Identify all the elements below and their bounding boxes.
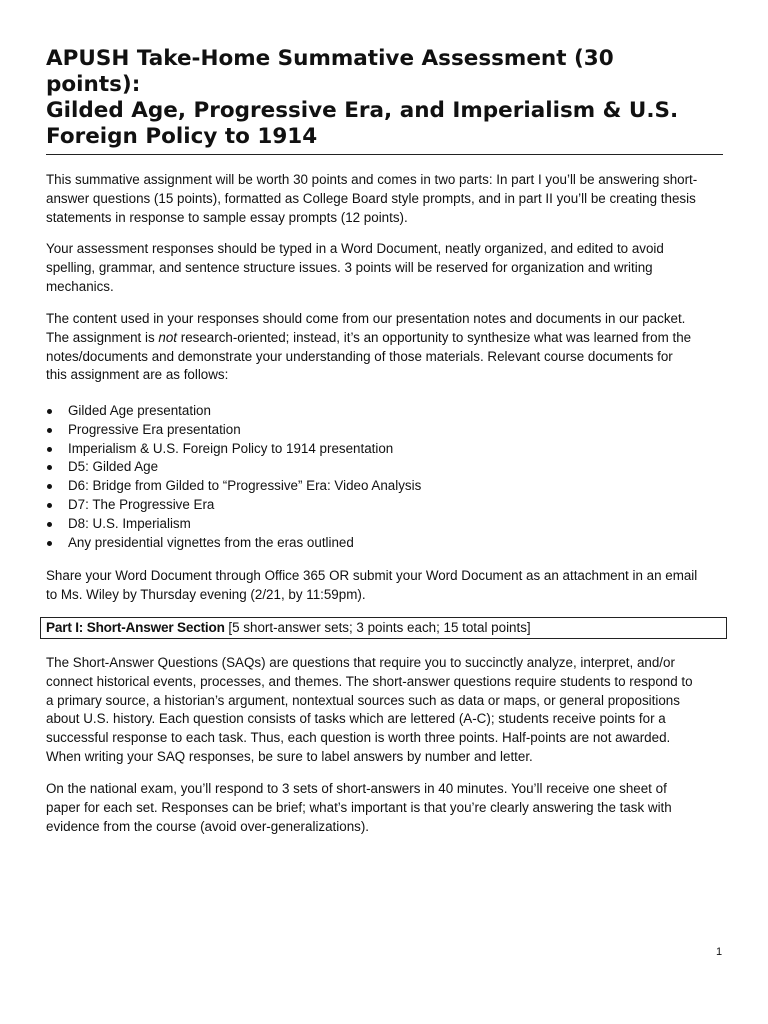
page-number: 1	[716, 946, 723, 958]
list-item: Any presidential vignettes from the eras outlined	[46, 534, 726, 553]
submission-paragraph	[46, 567, 726, 605]
paragraph-line: about U.S. history. Each question consists of tasks which are lettered (A-C); students receive points for a	[46, 711, 666, 727]
list-item: Gilded Age presentation	[46, 402, 726, 421]
list-item: Imperialism & U.S. Foreign Policy to 1914 presentation	[46, 440, 726, 459]
paragraph-line: When writing your SAQ responses, be sure to label answers by number and letter.	[46, 748, 533, 764]
list-item: D5: Gilded Age	[46, 458, 726, 477]
title-line: Foreign Policy to 1914	[46, 124, 318, 149]
paragraph-line: On the national exam, you’ll respond to 3 sets of short-answers in 40 minutes. You’ll receive one sheet of	[46, 781, 667, 796]
list-item: D8: U.S. Imperialism	[46, 515, 726, 534]
paragraph-line: paper for each set. Responses can be brief; what’s important is that you’re clearly answering the task with	[46, 799, 672, 815]
paragraph-line: to Ms. Wiley by Thursday evening (2/21, by 11:59pm).	[46, 586, 366, 602]
section-header-part-1	[40, 617, 727, 639]
section-detail: [5 short-answer sets; 3 points each; 15 total points]	[224, 620, 531, 635]
content-paragraph	[46, 310, 726, 385]
paragraph-line: mechanics.	[46, 278, 114, 294]
paragraph-line: This summative assignment will be worth 30 points and comes in two parts: In part I you’ll be answering short-	[46, 172, 698, 187]
paragraph-line: notes/documents and demonstrate your understanding of those materials. Relevant course documents for	[46, 348, 673, 364]
list-item: D7: The Progressive Era	[46, 496, 726, 515]
paragraph-line: The content used in your responses should come from our presentation notes and documents in our packet.	[46, 311, 686, 326]
list-item: D6: Bridge from Gilded to “Progressive” Era: Video Analysis	[46, 477, 726, 496]
paragraph-line: this assignment are as follows:	[46, 367, 229, 383]
title-line: Gilded Age, Progressive Era, and Imperialism & U.S.	[46, 98, 679, 123]
paragraph-line: connect historical events, processes, and themes. The short-answer questions require students to respond to	[46, 673, 693, 689]
section-heading: Part I: Short-Answer Section	[46, 620, 225, 635]
emphasis-text: not	[158, 329, 178, 345]
format-paragraph	[46, 240, 726, 296]
paragraph-line: Your assessment responses should be typed in a Word Document, neatly organized, and edited to avoid	[46, 241, 664, 256]
intro-paragraph	[46, 171, 726, 227]
text-run: research-oriented; instead, it’s an opportunity to synthesize what was learned from the	[177, 329, 692, 345]
paragraph-line	[46, 329, 726, 348]
paragraph-line: a primary source, a historian’s argument, nontextual sources such as data or maps, or general propositions	[46, 692, 680, 708]
paragraph-line: spelling, grammar, and sentence structure issues. 3 points will be reserved for organization and writing	[46, 259, 653, 275]
paragraph-line: statements in response to sample essay prompts (12 points).	[46, 209, 408, 225]
paragraph-line: answer questions (15 points), formatted as College Board style prompts, and in part II you’ll be creating thesis	[46, 190, 696, 206]
exam-paragraph	[46, 780, 726, 836]
list-item: Progressive Era presentation	[46, 421, 726, 440]
text-run: The assignment is	[46, 329, 159, 345]
paragraph-line: successful response to each task. Thus, each question is worth three points. Half-points are not awarded.	[46, 730, 671, 746]
course-documents-list	[46, 402, 726, 552]
saq-paragraph	[46, 654, 726, 767]
title-line: points):	[46, 72, 141, 97]
paragraph-line: Share your Word Document through Office 365 OR submit your Word Document as an attachment in an email	[46, 568, 698, 583]
paragraph-line: evidence from the course (avoid over-generalizations).	[46, 818, 370, 834]
paragraph-line: The Short-Answer Questions (SAQs) are questions that require you to succinctly analyze, interpret, and/or	[46, 655, 675, 670]
document-title	[46, 46, 723, 155]
title-line: APUSH Take-Home Summative Assessment (30	[46, 46, 614, 71]
